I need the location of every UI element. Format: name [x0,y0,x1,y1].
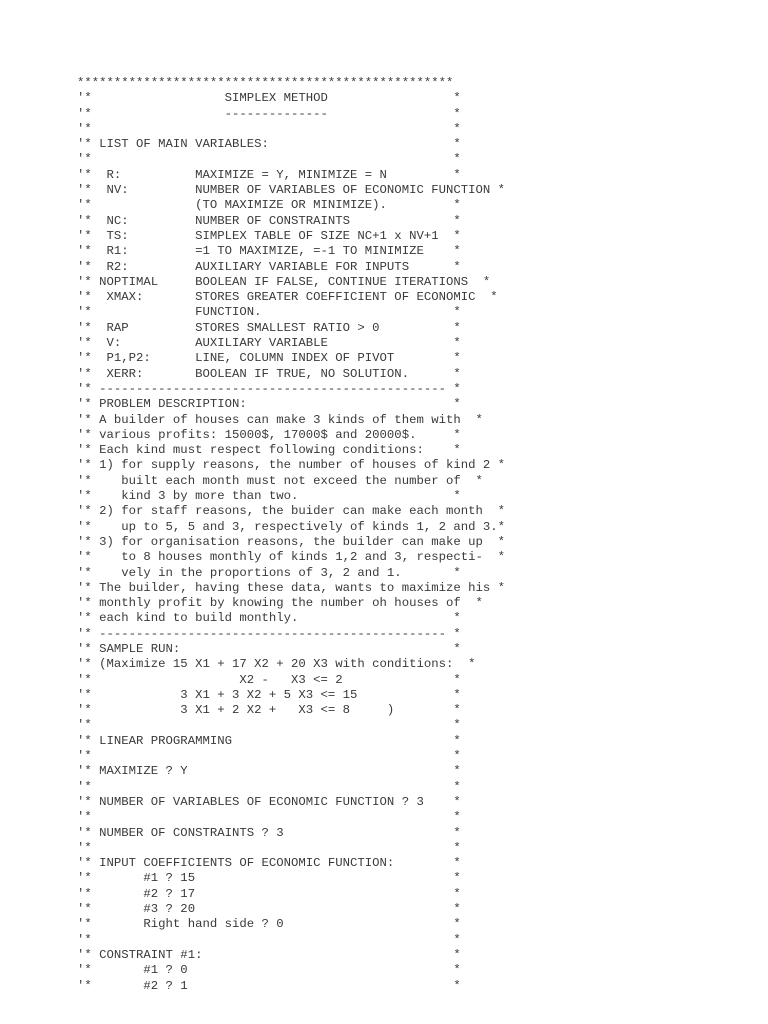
code-line: '* * [77,840,461,855]
code-line: '* -------------- * [77,106,461,121]
code-line: '* #2 ? 17 * [77,886,461,901]
code-line: '* A builder of houses can make 3 kinds of them with * [77,412,483,427]
code-line: '* Each kind must respect following conditions: * [77,443,461,458]
code-line: '* * [77,779,461,794]
code-line: '* SAMPLE RUN: * [77,641,461,656]
code-line: '* monthly profit by knowing the number oh houses of * [77,596,483,611]
code-line: '* TS: SIMPLEX TABLE OF SIZE NC+1 x NV+1 * [77,228,461,243]
code-line: *************************************************** [77,76,454,90]
code-line: '* LIST OF MAIN VARIABLES: * [77,137,461,152]
code-line: '* P1,P2: LINE, COLUMN INDEX OF PIVOT * [77,351,461,366]
code-line: '* SIMPLEX METHOD * [77,91,461,106]
code-line: '* Right hand side ? 0 * [77,917,461,932]
code-line: '* XERR: BOOLEAN IF TRUE, NO SOLUTION. * [77,366,461,381]
code-line: '* * [77,932,461,947]
code-line: '* * [77,749,461,764]
code-line: '* to 8 houses monthly of kinds 1,2 and 3, respecti- * [77,550,506,565]
code-line: '* PROBLEM DESCRIPTION: * [77,397,461,412]
code-line: '* NUMBER OF CONSTRAINTS ? 3 * [77,825,461,840]
code-line: '* kind 3 by more than two. * [77,489,461,504]
code-line: '* #1 ? 0 * [77,963,461,978]
code-line: '* NC: NUMBER OF CONSTRAINTS * [77,213,461,228]
code-line: '* * [77,121,461,136]
code-line: '* 3 X1 + 2 X2 + X3 <= 8 ) * [77,703,461,718]
code-line: '* R: MAXIMIZE = Y, MINIMIZE = N * [77,167,461,182]
code-line: '* each kind to build monthly. * [77,611,461,626]
code-line: '* 3 X1 + 3 X2 + 5 X3 <= 15 * [77,687,461,702]
code-line: '* FUNCTION. * [77,305,461,320]
code-line: '* #2 ? 1 * [77,978,461,993]
code-line: '* XMAX: STORES GREATER COEFFICIENT OF ECONOMIC * [77,290,498,305]
code-line: '* * [77,718,461,733]
code-line: '* #1 ? 15 * [77,871,461,886]
code-line: '* 2) for staff reasons, the buider can make each month * [77,504,506,519]
code-line: '* NV: NUMBER OF VARIABLES OF ECONOMIC FUNCTION * [77,183,506,198]
code-line: '* NOPTIMAL BOOLEAN IF FALSE, CONTINUE ITERATIONS * [77,274,491,289]
code-line: '* V: AUXILIARY VARIABLE * [77,336,461,351]
code-line: '* * [77,810,461,825]
code-line: '* ----------------------------------------------- * [77,626,461,641]
code-line: '* up to 5, 5 and 3, respectively of kinds 1, 2 and 3.* [77,519,506,534]
code-line: '* MAXIMIZE ? Y * [77,764,461,779]
code-line: '* #3 ? 20 * [77,902,461,917]
code-line: '* various profits: 15000$, 17000$ and 20000$. * [77,427,461,442]
code-line: '* vely in the proportions of 3, 2 and 1. * [77,565,461,580]
code-line: '* 3) for organisation reasons, the builder can make up * [77,534,506,549]
code-line: '* (TO MAXIMIZE OR MINIMIZE). * [77,198,461,213]
code-line: '* * [77,152,461,167]
code-line: '* INPUT COEFFICIENTS OF ECONOMIC FUNCTION: * [77,856,461,871]
code-line: '* R2: AUXILIARY VARIABLE FOR INPUTS * [77,259,461,274]
code-line: '* 1) for supply reasons, the number of houses of kind 2 * [77,458,506,473]
code-line: '* LINEAR PROGRAMMING * [77,733,461,748]
code-line: '* R1: =1 TO MAXIMIZE, =-1 TO MINIMIZE * [77,244,461,259]
code-line: '* The builder, having these data, wants to maximize his * [77,580,506,595]
code-line: '* RAP STORES SMALLEST RATIO > 0 * [77,320,461,335]
code-line: '* NUMBER OF VARIABLES OF ECONOMIC FUNCTION ? 3 * [77,794,461,809]
code-line: '* CONSTRAINT #1: * [77,947,461,962]
code-line: '* built each month must not exceed the number of * [77,473,483,488]
code-line: '* X2 - X3 <= 2 * [77,672,461,687]
source-code-listing [77,76,505,994]
code-line: '* ----------------------------------------------- * [77,381,461,396]
code-line: '* (Maximize 15 X1 + 17 X2 + 20 X3 with conditions: * [77,657,476,672]
